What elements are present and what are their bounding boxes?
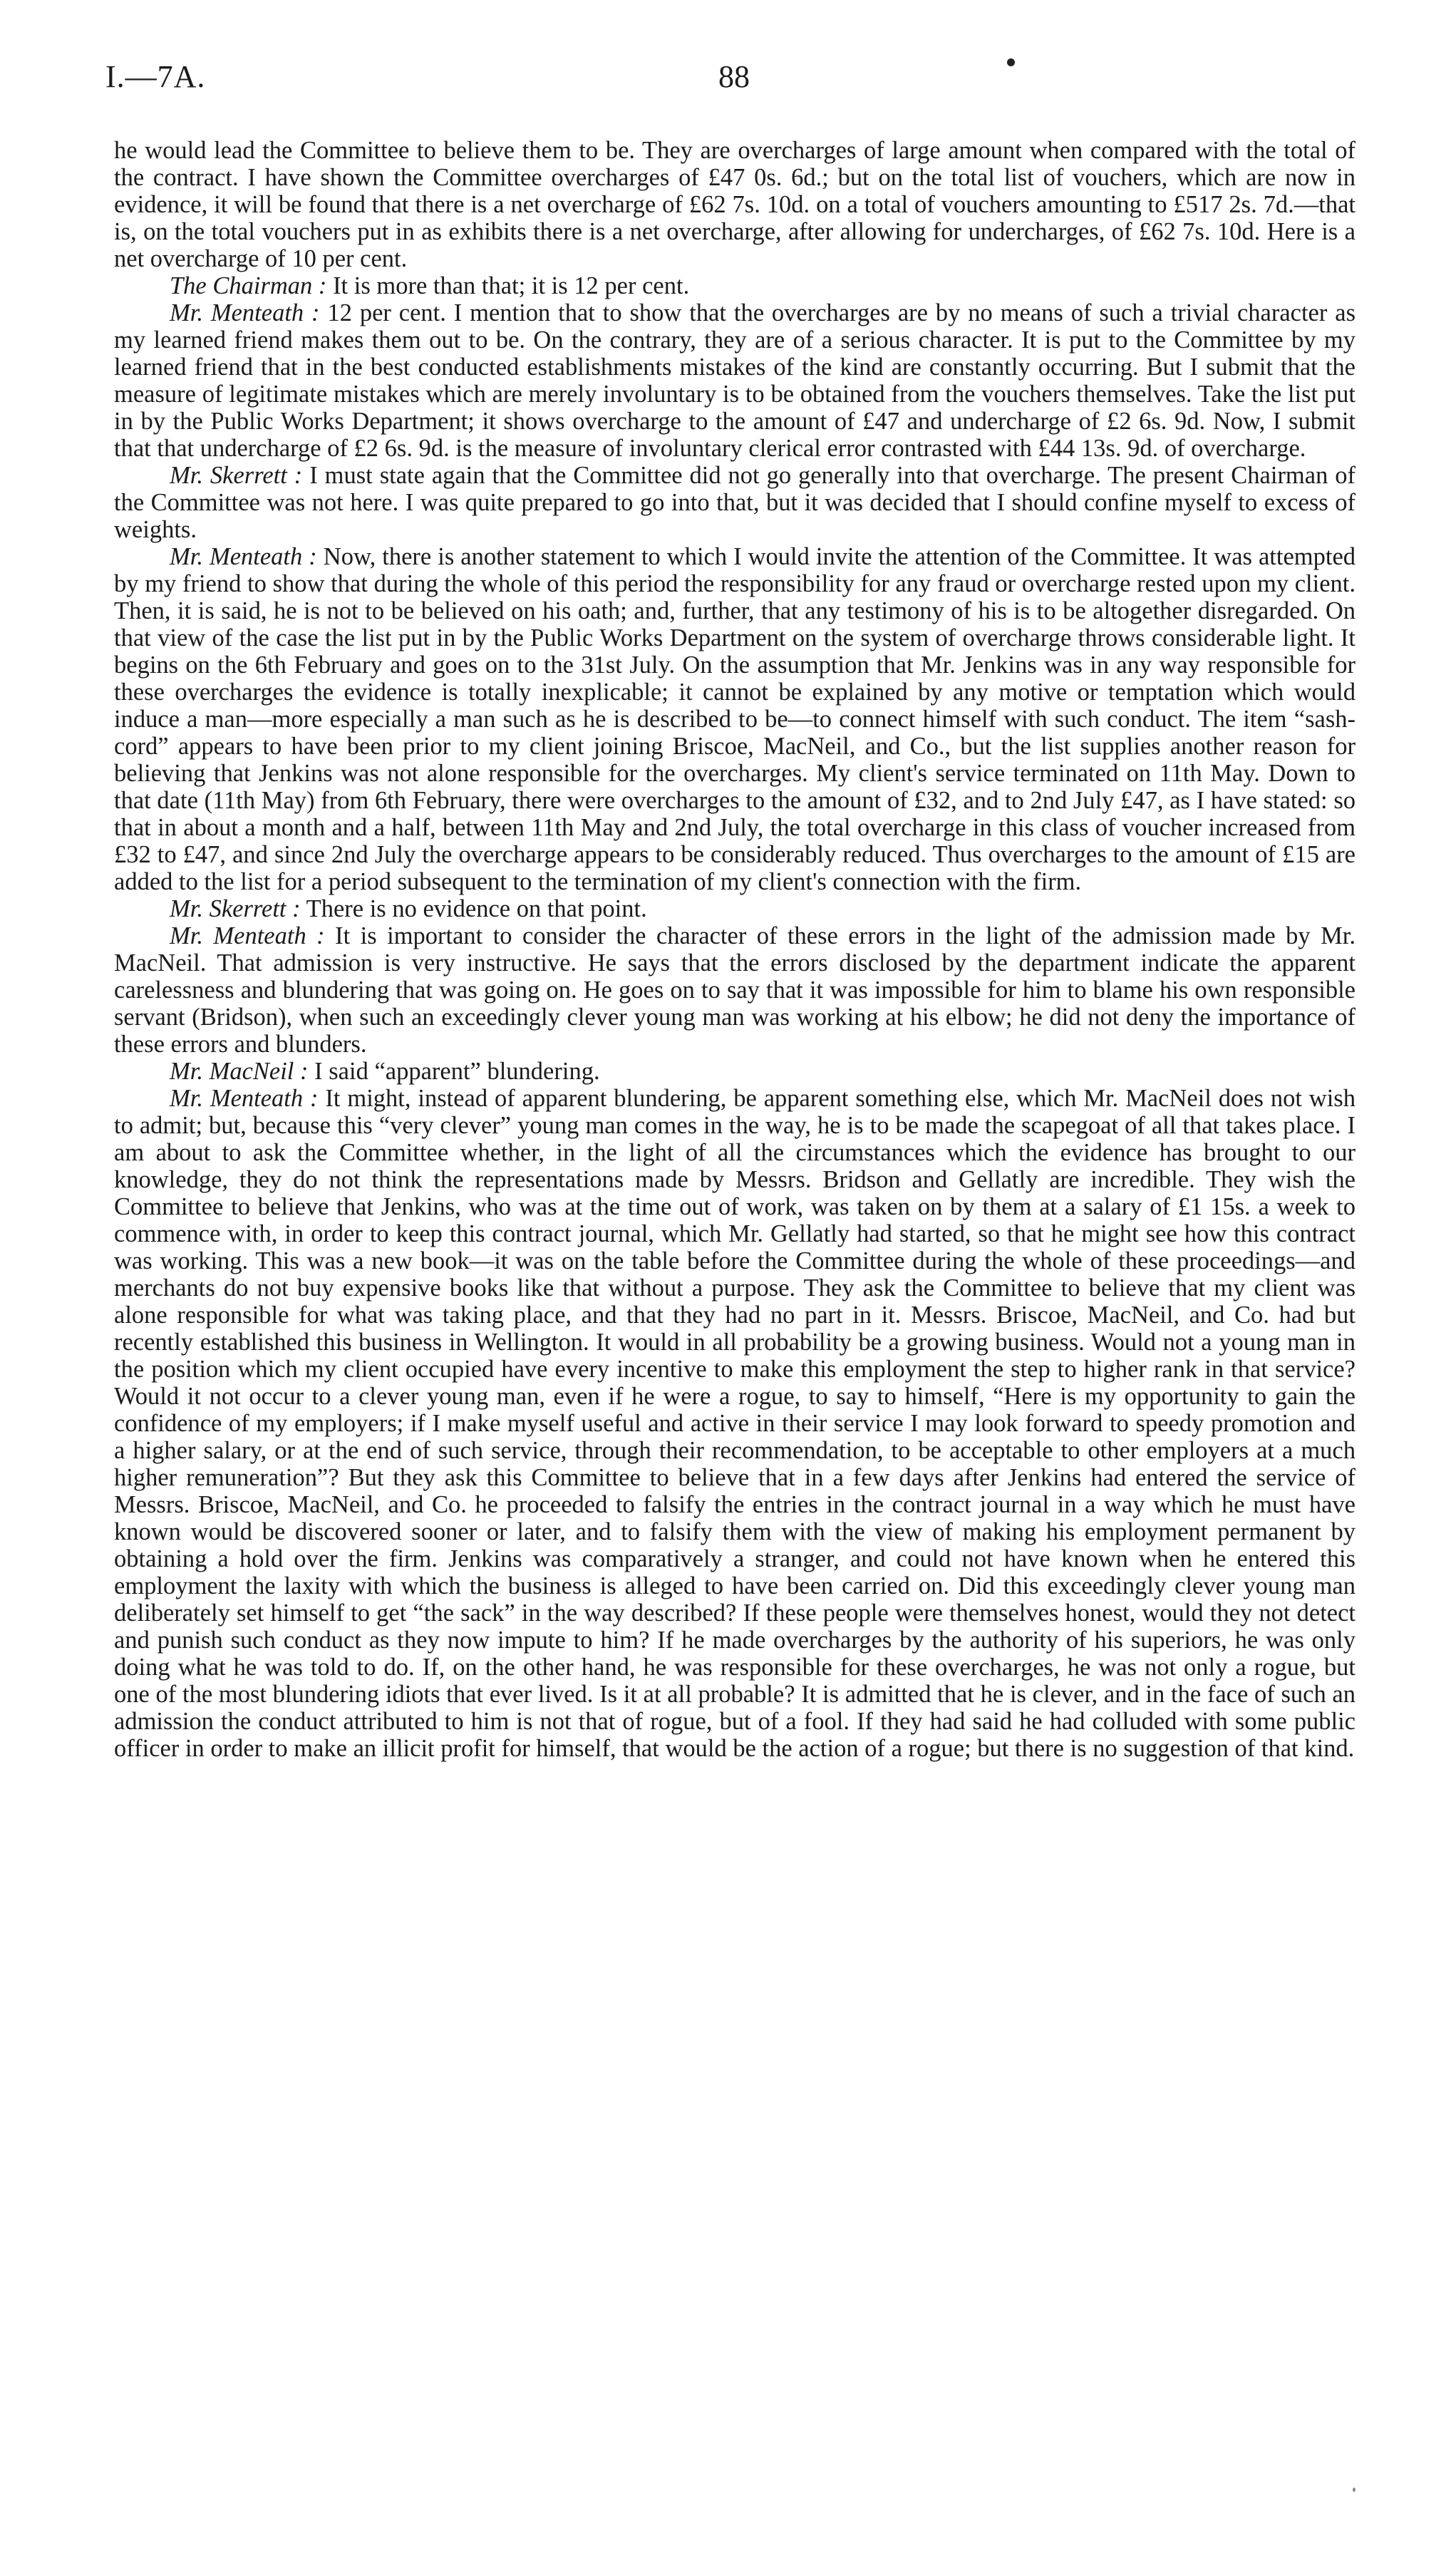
paragraph-text: he would lead the Committee to believe them to be. They are overcharges of large amount when compared with the total of the contract. I have shown the Committee overcharges of £47 0s. 6d.; but on the total list of vouchers, which are now in evidence, it will be found that there is a net overcharge of £62 7s. 10d. on a total of vouchers amounting to £517 2s. 7d.—that is, on the total vouchers put in as exhibits there is a net overcharge, after allowing for undercharges, of £62 7s. 10d. Here is a net overcharge of 10 per cent. bbox=[114, 137, 1356, 272]
speaker-name: Mr. Skerrett : bbox=[170, 895, 301, 922]
speaker-name: Mr. Menteath : bbox=[170, 299, 320, 326]
body-text bbox=[114, 137, 1356, 1762]
speaker-name: The Chairman : bbox=[170, 272, 327, 299]
paragraph-text: It might, instead of apparent blundering, be apparent something else, which Mr. MacNeil does not wish to admit; but, because this “very clever” young man comes in the way, he is to be made the scapegoat of all that takes place. I am about to ask the Committee whether, in the light of all the circumstances which the evidence has brought to our knowledge, they do not think the representations made by Messrs. Bridson and Gellatly are incredible. They wish the Committee to believe that Jenkins, who was at the time out of work, was taken on by them at a salary of £1 15s. a week to commence with, in order to keep this contract journal, which Mr. Gellatly had started, so that he might see how this contract was working. This was a new book—it was on the table before the Committee during the whole of these proceedings—and merchants do not buy expensive books like that without a purpose. They ask the Committee to believe that my client was alone responsible for what was taking place, and that they had no part in it. Messrs. Briscoe, MacNeil, and Co. had but recently established this business in Wellington. It would in all probability be a growing business. Would not a young man in the position which my client occupied have every incentive to make this employment the step to higher rank in that service? Would it not occur to a clever young man, even if he were a rogue, to say to himself, “Here is my opportunity to gain the confidence of my employers; if I make myself useful and active in their service I may look forward to speedy promotion and a higher salary, or at the end of such service, through their recommendation, to be acceptable to other employers at a much higher remuneration”? But they ask this Committee to believe that in a few days after Jenkins had entered the service of Messrs. Briscoe, MacNeil, and Co. he proceeded to falsify the entries in the contract journal in a way which he must have known would be discovered sooner or later, and to falsify them with the view of making his employment permanent by obtaining a hold over the firm. Jenkins was comparatively a stranger, and could not have known when he entered this employment the laxity with which the business is alleged to have been carried on. Did this exceedingly clever young man deliberately set himself to get “the sack” in the way described? If these people were themselves honest, would they not detect and punish such conduct as they now impute to him? If he made overcharges by the authority of his superiors, he was only doing what he was told to do. If, on the other hand, he was responsible for these overcharges, he was not only a rogue, but one of the most blundering idiots that ever lived. Is it at all probable? It is admitted that he is clever, and in the face of such an admission the conduct attributed to him is not that of rogue, but of a fool. If they had said he had colluded with some public officer in order to make an illicit profit for himself, that would be the action of a rogue; but there is no suggestion of that kind. bbox=[114, 1085, 1356, 1762]
ink-speck bbox=[1353, 2488, 1356, 2492]
paragraph bbox=[114, 1058, 1356, 1085]
paragraph-text: There is no evidence on that point. bbox=[306, 895, 647, 922]
speaker-name: Mr. Skerrett : bbox=[170, 462, 303, 489]
page-number: 88 bbox=[718, 59, 750, 94]
report-reference: I.—7A. bbox=[105, 59, 206, 94]
paragraph-text: It is more than that; it is 12 per cent. bbox=[333, 272, 690, 299]
paragraph bbox=[114, 299, 1356, 462]
paragraph bbox=[114, 272, 1356, 299]
speaker-name: Mr. Menteath : bbox=[170, 1085, 319, 1112]
paragraph-text: 12 per cent. I mention that to show that the overcharges are by no means of such a trivial character as my learned friend makes them out to be. On the contrary, they are of a serious character. It is put to the Committee by my learned friend that in the best conducted establishments mistakes of the kind are constantly occurring. But I submit that the measure of legitimate mistakes which are merely involuntary is to be obtained from the vouchers themselves. Take the list put in by the Public Works Department; it shows overcharge to the amount of £47 and undercharge of £2 6s. 9d. Now, I submit that that undercharge of £2 6s. 9d. is the measure of involuntary clerical error contrasted with £44 13s. 9d. of overcharge. bbox=[114, 299, 1356, 462]
paragraph bbox=[114, 137, 1356, 272]
paragraph bbox=[114, 922, 1356, 1058]
page-header bbox=[105, 58, 1353, 108]
paragraph bbox=[114, 1085, 1356, 1762]
paragraph-text: It is important to consider the character of these errors in the light of the admission made by Mr. MacNeil. That admission is very instructive. He says that the errors disclosed by the department indicate the apparent carelessness and blundering that was going on. He goes on to say that it was impossible for him to blame his own responsible servant (Bridson), when such an exceedingly clever young man was working at his elbow; he did not deny the importance of these errors and blunders. bbox=[114, 922, 1356, 1058]
paragraph-text: I said “apparent” blundering. bbox=[314, 1058, 600, 1085]
paragraph bbox=[114, 895, 1356, 922]
paragraph bbox=[114, 462, 1356, 543]
ink-speck bbox=[1007, 58, 1015, 66]
paragraph-text: Now, there is another statement to which I would invite the attention of the Committee. It was attempted by my friend to show that during the whole of this period the responsibility for any fraud or overcharge rested upon my client. Then, it is said, he is not to be believed on his oath; and, further, that any testimony of his is to be altogether disregarded. On that view of the case the list put in by the Public Works Department on the system of overcharge throws considerable light. It begins on the 6th February and goes on to the 31st July. On the assumption that Mr. Jenkins was in any way responsible for these overcharges the evidence is totally inexplicable; it cannot be explained by any motive or temptation which would induce a man—more especially a man such as he is described to be—to connect himself with such conduct. The item “sash-cord” appears to have been prior to my client joining Briscoe, MacNeil, and Co., but the list supplies another reason for believing that Jenkins was not alone responsible for the overcharges. My client's service terminated on 11th May. Down to that date (11th May) from 6th February, there were overcharges to the amount of £32, and to 2nd July £47, as I have stated: so that in about a month and a half, between 11th May and 2nd July, the total overcharge in this class of voucher increased from £32 to £47, and since 2nd July the overcharge appears to be considerably reduced. Thus overcharges to the amount of £15 are added to the list for a period subsequent to the termination of my client's connection with the firm. bbox=[114, 543, 1356, 895]
speaker-name: Mr. Menteath : bbox=[170, 543, 317, 570]
speaker-name: Mr. MacNeil : bbox=[170, 1058, 309, 1085]
speaker-name: Mr. Menteath : bbox=[170, 922, 325, 949]
paragraph bbox=[114, 543, 1356, 895]
paragraph-text: I must state again that the Committee did not go generally into that overcharge. The present Chairman of the Committee was not here. I was quite prepared to go into that, but it was decided that I should confine myself to excess of weights. bbox=[114, 462, 1356, 543]
